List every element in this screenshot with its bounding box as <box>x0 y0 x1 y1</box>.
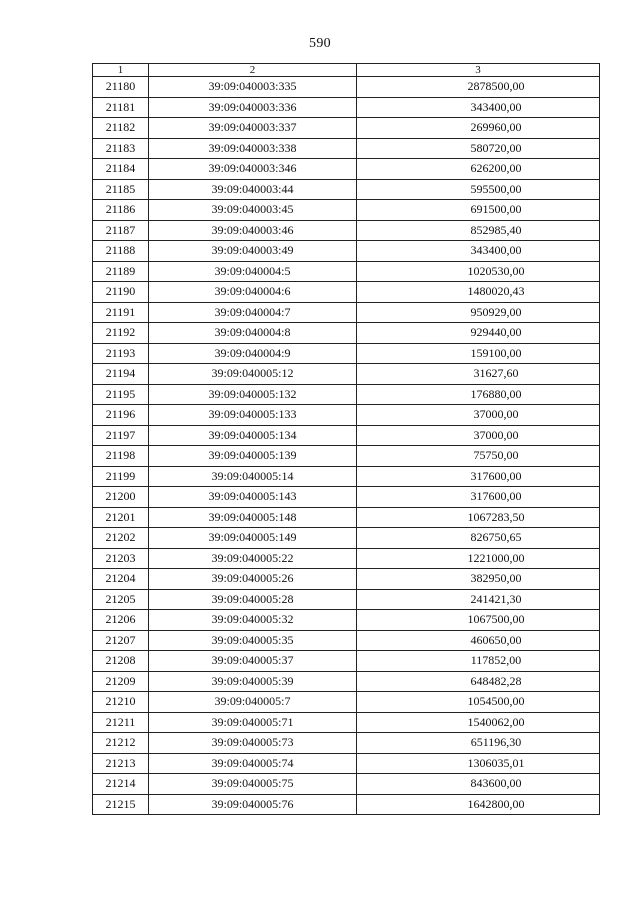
table-row <box>93 692 600 713</box>
cadastral-number-cell: 39:09:040003:45 <box>149 200 357 221</box>
table-row <box>93 241 600 262</box>
cadastral-value-cell: 1306035,01 <box>357 753 600 774</box>
cadastral-value-cell: 37000,00 <box>357 425 600 446</box>
cadastral-number-cell: 39:09:040005:132 <box>149 384 357 405</box>
table-row <box>93 179 600 200</box>
row-number-cell: 21205 <box>93 589 149 610</box>
cadastral-value-cell: 317600,00 <box>357 487 600 508</box>
table-row <box>93 712 600 733</box>
row-number-cell: 21191 <box>93 302 149 323</box>
cadastral-number-cell: 39:09:040003:346 <box>149 159 357 180</box>
row-number-cell: 21182 <box>93 118 149 139</box>
row-number-cell: 21180 <box>93 77 149 98</box>
cadastral-value-cell: 1480020,43 <box>357 282 600 303</box>
row-number-cell: 21186 <box>93 200 149 221</box>
row-number-cell: 21193 <box>93 343 149 364</box>
cadastral-value-cell: 1221000,00 <box>357 548 600 569</box>
row-number-cell: 21185 <box>93 179 149 200</box>
column-header-3: 3 <box>357 64 600 77</box>
table-row <box>93 138 600 159</box>
row-number-cell: 21208 <box>93 651 149 672</box>
cadastral-number-cell: 39:09:040003:335 <box>149 77 357 98</box>
cadastral-number-cell: 39:09:040005:28 <box>149 589 357 610</box>
cadastral-number-cell: 39:09:040005:149 <box>149 528 357 549</box>
table-row <box>93 753 600 774</box>
table-row <box>93 671 600 692</box>
cadastral-number-cell: 39:09:040004:7 <box>149 302 357 323</box>
cadastral-number-cell: 39:09:040005:35 <box>149 630 357 651</box>
table-row <box>93 589 600 610</box>
cadastral-number-cell: 39:09:040005:39 <box>149 671 357 692</box>
table-row <box>93 569 600 590</box>
cadastral-number-cell: 39:09:040004:5 <box>149 261 357 282</box>
row-number-cell: 21192 <box>93 323 149 344</box>
cadastral-value-cell: 1020530,00 <box>357 261 600 282</box>
cadastral-value-cell: 929440,00 <box>357 323 600 344</box>
row-number-cell: 21181 <box>93 97 149 118</box>
table-row <box>93 200 600 221</box>
table-row <box>93 446 600 467</box>
table-row <box>93 651 600 672</box>
row-number-cell: 21200 <box>93 487 149 508</box>
column-header-2: 2 <box>149 64 357 77</box>
cadastral-value-cell: 460650,00 <box>357 630 600 651</box>
table-body <box>93 77 600 815</box>
table-row <box>93 733 600 754</box>
cadastral-value-cell: 317600,00 <box>357 466 600 487</box>
cadastral-value-cell: 1054500,00 <box>357 692 600 713</box>
table-row <box>93 528 600 549</box>
table-row <box>93 282 600 303</box>
cadastral-number-cell: 39:09:040005:73 <box>149 733 357 754</box>
row-number-cell: 21202 <box>93 528 149 549</box>
cadastral-number-cell: 39:09:040003:337 <box>149 118 357 139</box>
cadastral-number-cell: 39:09:040004:6 <box>149 282 357 303</box>
row-number-cell: 21206 <box>93 610 149 631</box>
table-row <box>93 548 600 569</box>
cadastral-number-cell: 39:09:040005:143 <box>149 487 357 508</box>
cadastral-value-cell: 269960,00 <box>357 118 600 139</box>
table-row <box>93 118 600 139</box>
row-number-cell: 21199 <box>93 466 149 487</box>
cadastral-value-cell: 343400,00 <box>357 97 600 118</box>
row-number-cell: 21210 <box>93 692 149 713</box>
cadastral-value-cell: 852985,40 <box>357 220 600 241</box>
row-number-cell: 21203 <box>93 548 149 569</box>
cadastral-number-cell: 39:09:040003:44 <box>149 179 357 200</box>
cadastral-value-cell: 31627,60 <box>357 364 600 385</box>
cadastral-number-cell: 39:09:040005:75 <box>149 774 357 795</box>
table-row <box>93 774 600 795</box>
cadastral-value-cell: 1642800,00 <box>357 794 600 815</box>
row-number-cell: 21204 <box>93 569 149 590</box>
cadastral-number-cell: 39:09:040005:32 <box>149 610 357 631</box>
table-header-row <box>93 64 600 77</box>
table-row <box>93 384 600 405</box>
row-number-cell: 21183 <box>93 138 149 159</box>
column-header-1: 1 <box>93 64 149 77</box>
row-number-cell: 21214 <box>93 774 149 795</box>
cadastral-number-cell: 39:09:040003:336 <box>149 97 357 118</box>
table-row <box>93 610 600 631</box>
table-row <box>93 159 600 180</box>
cadastral-number-cell: 39:09:040005:71 <box>149 712 357 733</box>
cadastral-value-cell: 648482,28 <box>357 671 600 692</box>
cadastral-value-cell: 75750,00 <box>357 446 600 467</box>
page-number: 590 <box>309 36 331 51</box>
row-number-cell: 21196 <box>93 405 149 426</box>
table-row <box>93 487 600 508</box>
cadastral-value-cell: 382950,00 <box>357 569 600 590</box>
table-row <box>93 261 600 282</box>
table-row <box>93 220 600 241</box>
cadastral-number-cell: 39:09:040005:74 <box>149 753 357 774</box>
cadastral-value-cell: 2878500,00 <box>357 77 600 98</box>
row-number-cell: 21207 <box>93 630 149 651</box>
row-number-cell: 21209 <box>93 671 149 692</box>
cadastral-number-cell: 39:09:040005:12 <box>149 364 357 385</box>
table-row <box>93 302 600 323</box>
cadastral-number-cell: 39:09:040005:37 <box>149 651 357 672</box>
row-number-cell: 21213 <box>93 753 149 774</box>
cadastral-value-cell: 117852,00 <box>357 651 600 672</box>
cadastral-value-cell: 1067500,00 <box>357 610 600 631</box>
cadastral-value-cell: 37000,00 <box>357 405 600 426</box>
cadastral-value-cell: 580720,00 <box>357 138 600 159</box>
table-row <box>93 794 600 815</box>
table-row <box>93 425 600 446</box>
cadastral-value-table <box>92 63 600 815</box>
cadastral-value-cell: 651196,30 <box>357 733 600 754</box>
table-row <box>93 97 600 118</box>
cadastral-number-cell: 39:09:040005:139 <box>149 446 357 467</box>
cadastral-value-cell: 843600,00 <box>357 774 600 795</box>
row-number-cell: 21189 <box>93 261 149 282</box>
row-number-cell: 21197 <box>93 425 149 446</box>
cadastral-number-cell: 39:09:040003:46 <box>149 220 357 241</box>
cadastral-value-cell: 241421,30 <box>357 589 600 610</box>
cadastral-number-cell: 39:09:040005:148 <box>149 507 357 528</box>
cadastral-value-cell: 950929,00 <box>357 302 600 323</box>
row-number-cell: 21190 <box>93 282 149 303</box>
cadastral-number-cell: 39:09:040005:76 <box>149 794 357 815</box>
cadastral-value-cell: 1067283,50 <box>357 507 600 528</box>
row-number-cell: 21198 <box>93 446 149 467</box>
table-row <box>93 364 600 385</box>
table-row <box>93 343 600 364</box>
cadastral-number-cell: 39:09:040003:338 <box>149 138 357 159</box>
table-row <box>93 77 600 98</box>
row-number-cell: 21215 <box>93 794 149 815</box>
cadastral-number-cell: 39:09:040005:133 <box>149 405 357 426</box>
row-number-cell: 21184 <box>93 159 149 180</box>
cadastral-number-cell: 39:09:040005:26 <box>149 569 357 590</box>
cadastral-value-cell: 595500,00 <box>357 179 600 200</box>
cadastral-value-cell: 159100,00 <box>357 343 600 364</box>
row-number-cell: 21188 <box>93 241 149 262</box>
cadastral-value-cell: 626200,00 <box>357 159 600 180</box>
cadastral-value-cell: 1540062,00 <box>357 712 600 733</box>
table-row <box>93 630 600 651</box>
cadastral-number-cell: 39:09:040004:9 <box>149 343 357 364</box>
cadastral-number-cell: 39:09:040003:49 <box>149 241 357 262</box>
cadastral-value-cell: 176880,00 <box>357 384 600 405</box>
table-row <box>93 323 600 344</box>
table-row <box>93 405 600 426</box>
cadastral-number-cell: 39:09:040005:7 <box>149 692 357 713</box>
row-number-cell: 21212 <box>93 733 149 754</box>
cadastral-number-cell: 39:09:040005:22 <box>149 548 357 569</box>
row-number-cell: 21187 <box>93 220 149 241</box>
cadastral-number-cell: 39:09:040004:8 <box>149 323 357 344</box>
cadastral-value-cell: 343400,00 <box>357 241 600 262</box>
row-number-cell: 21201 <box>93 507 149 528</box>
cadastral-value-cell: 691500,00 <box>357 200 600 221</box>
cadastral-number-cell: 39:09:040005:134 <box>149 425 357 446</box>
row-number-cell: 21195 <box>93 384 149 405</box>
row-number-cell: 21211 <box>93 712 149 733</box>
table-row <box>93 466 600 487</box>
table-row <box>93 507 600 528</box>
row-number-cell: 21194 <box>93 364 149 385</box>
cadastral-value-cell: 826750,65 <box>357 528 600 549</box>
cadastral-number-cell: 39:09:040005:14 <box>149 466 357 487</box>
